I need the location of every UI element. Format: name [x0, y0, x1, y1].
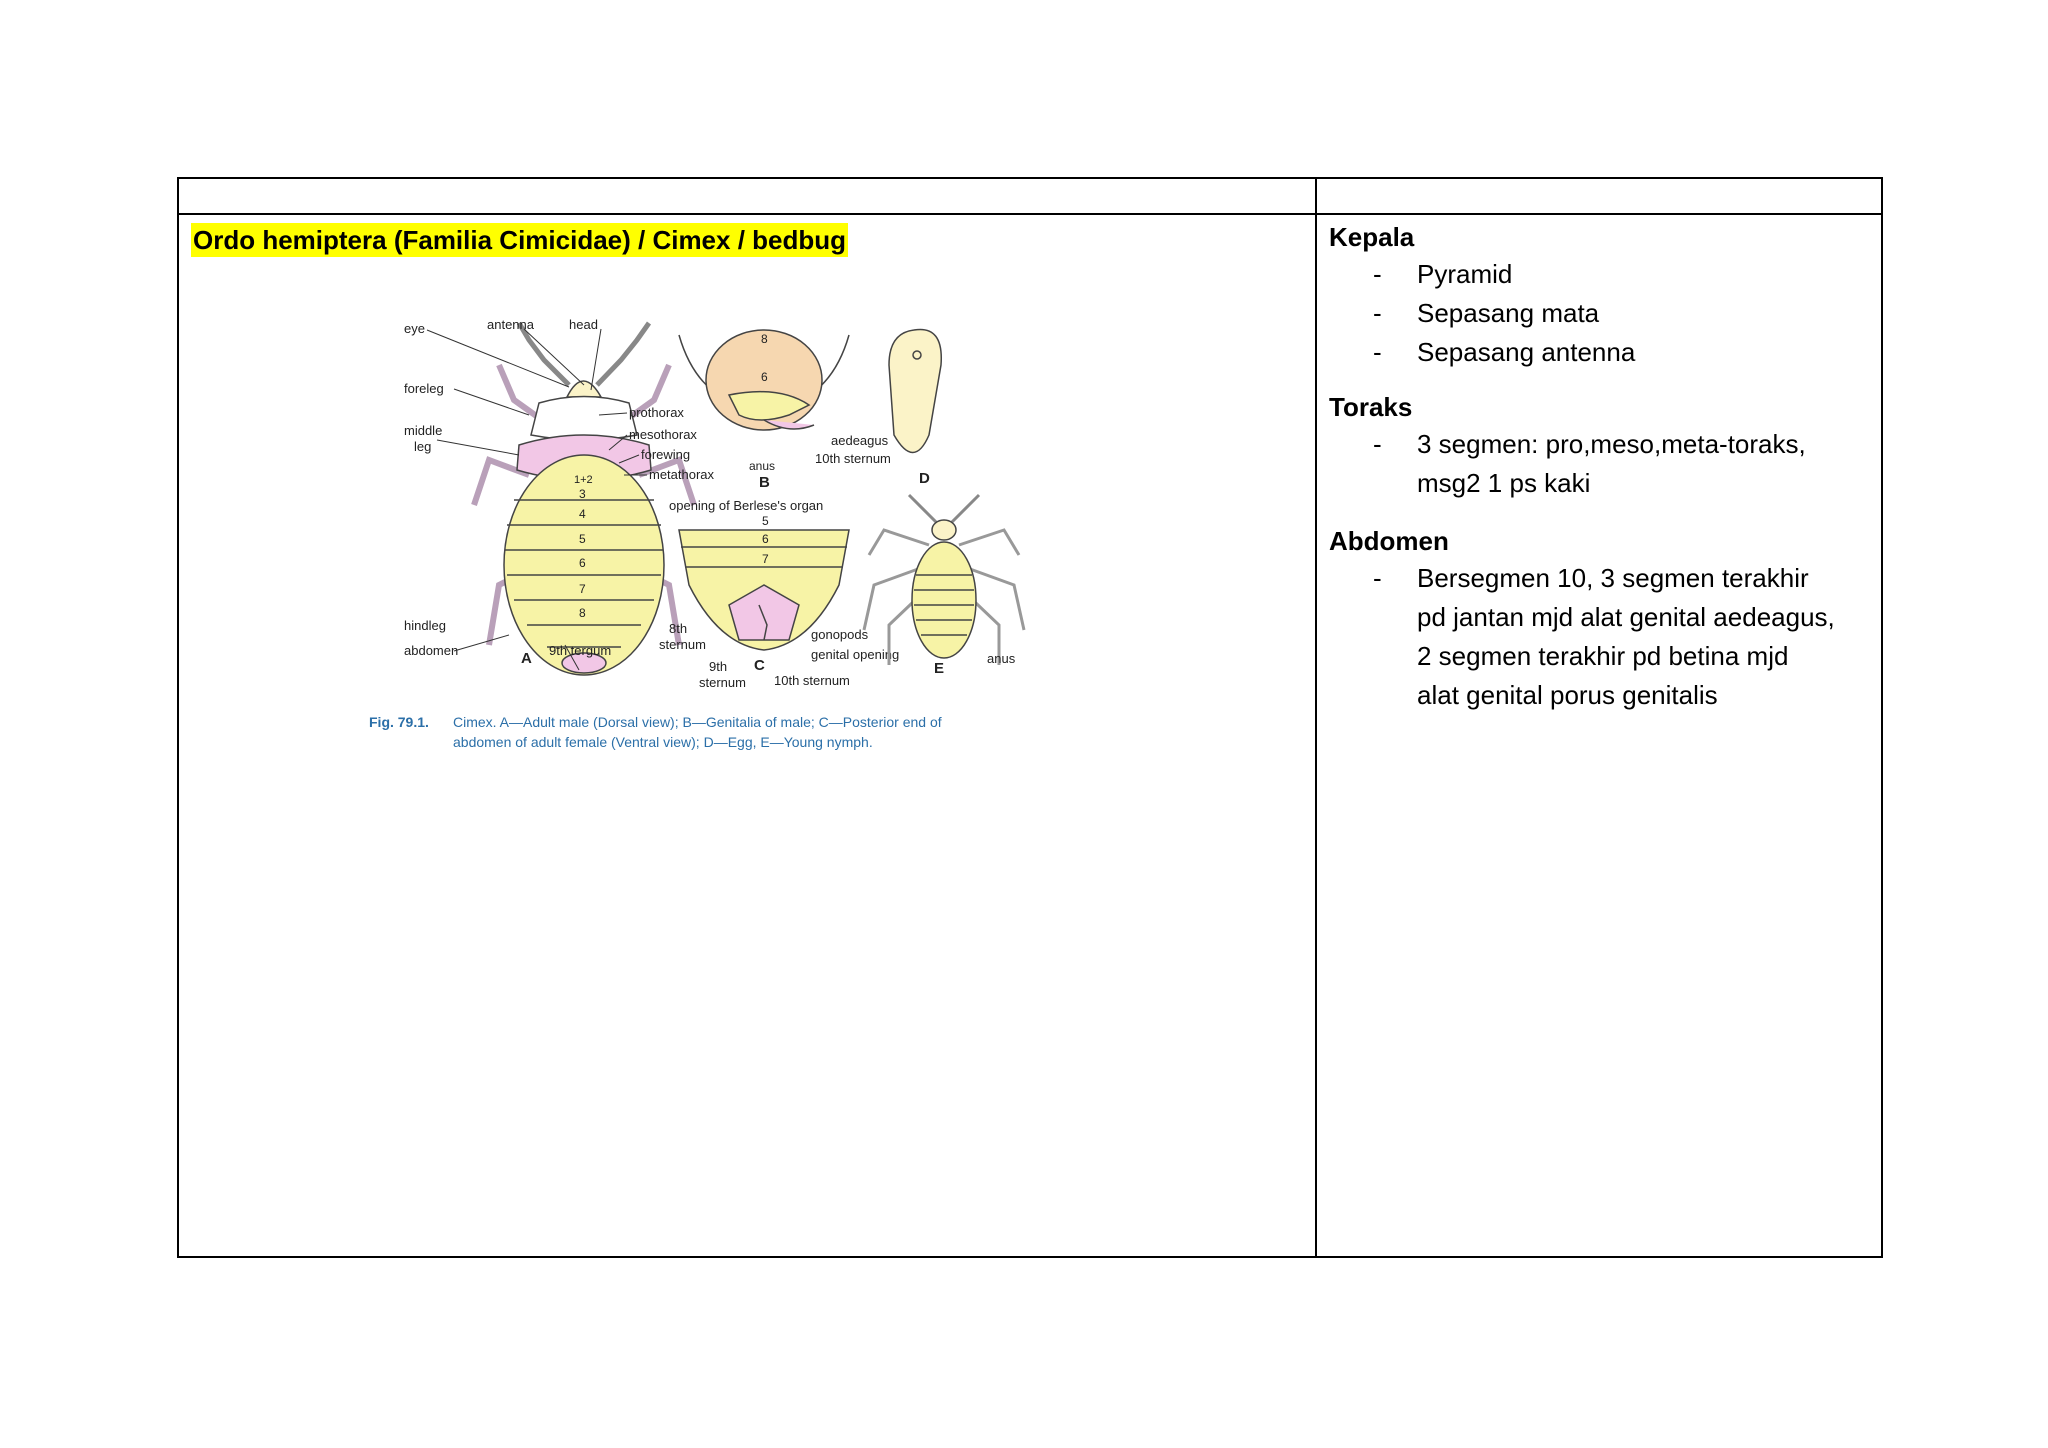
section-kepala [1329, 219, 1837, 372]
label-seg-8: 8 [579, 606, 586, 620]
label-seg-4: 4 [579, 507, 586, 521]
bullet-list [1329, 255, 1837, 372]
label-anus-e: anus [987, 651, 1016, 666]
label-seg-3: 3 [579, 487, 586, 501]
label-middle: middle [404, 423, 443, 438]
cimex-figure [369, 285, 1089, 805]
label-c-6: 6 [762, 532, 769, 546]
nymph-illustration [864, 495, 1024, 665]
bullet-list [1329, 559, 1837, 715]
caption-line-1: Cimex. A—Adult male (Dorsal view); B—Genitalia of male; C—Posterior end of [453, 714, 942, 730]
table-header-row [179, 179, 1881, 215]
section-heading: Kepala [1329, 222, 1415, 252]
left-cell [179, 215, 1315, 1256]
label-foreleg: foreleg [404, 381, 444, 396]
label-10th-sternum-b: 10th sternum [815, 451, 891, 466]
list-item: - Pyramid [1373, 259, 1513, 289]
label-seg-7: 7 [579, 582, 586, 596]
label-forewing: forewing [641, 447, 691, 462]
label-c-7: 7 [762, 552, 769, 566]
list-item: - Sepasang mata [1373, 298, 1600, 328]
list-item: - Bersegmen 10, 3 segmen terakhir pd jantan mjd alat genital aedeagus, 2 segmen terakhir pd betina mjd alat genital porus genitalis [1373, 563, 1835, 710]
label-seg-6: 6 [579, 556, 586, 570]
egg-illustration [889, 329, 941, 452]
label-C: C [754, 657, 765, 674]
section-title: Ordo hemiptera (Familia Cimicidae) / Cimex / bedbug [193, 225, 847, 255]
label-A: A [521, 650, 532, 667]
label-head: head [569, 317, 598, 332]
figure-caption [369, 714, 942, 750]
label-seg-5: 5 [579, 532, 586, 546]
label-b-6: 6 [761, 370, 768, 384]
document-table [177, 177, 1883, 1258]
label-9th: 9th [709, 659, 728, 674]
label-9th-sternum: sternum [699, 675, 746, 690]
label-E: E [934, 660, 945, 677]
label-seg-1-2: 1+2 [574, 474, 593, 486]
label-mesothorax: mesothorax [629, 427, 697, 442]
label-10th-sternum-c: 10th sternum [774, 673, 850, 688]
label-berlese: opening of Berlese's organ [669, 498, 824, 513]
label-9th-tergum: 9th tergum [549, 643, 612, 658]
list-item: - Sepasang antenna [1373, 337, 1636, 367]
label-eye: eye [404, 321, 425, 336]
label-aedeagus: aedeagus [831, 433, 889, 448]
label-antenna: antenna [487, 317, 534, 332]
section-heading: Abdomen [1329, 526, 1449, 556]
section-toraks [1329, 389, 1837, 503]
label-8th: 8th [669, 621, 688, 636]
label-gonopods: gonopods [811, 627, 869, 642]
label-hindleg: hindleg [404, 618, 446, 633]
caption-number: Fig. 79.1. [369, 714, 429, 730]
caption-line-2: abdomen of adult female (Ventral view); D—Egg, E—Young nymph. [453, 734, 873, 750]
label-metathorax: metathorax [649, 467, 715, 482]
label-anus-b: anus [749, 459, 776, 473]
label-b-8: 8 [761, 332, 768, 346]
label-D: D [919, 470, 930, 487]
list-item: - 3 segmen: pro,meso,meta-toraks, msg2 1 ps kaki [1373, 429, 1806, 498]
section-heading: Toraks [1329, 392, 1413, 422]
label-8th-sternum: sternum [659, 637, 706, 652]
label-genital-opening: genital opening [811, 647, 900, 662]
label-c-5: 5 [762, 514, 769, 528]
right-cell [1317, 215, 1881, 1256]
label-B: B [759, 474, 770, 491]
label-prothorax: prothorax [629, 405, 684, 420]
section-abdomen [1329, 523, 1837, 715]
bullet-list [1329, 425, 1837, 503]
label-abdomen: abdomen [404, 643, 459, 658]
label-leg: leg [414, 439, 432, 454]
